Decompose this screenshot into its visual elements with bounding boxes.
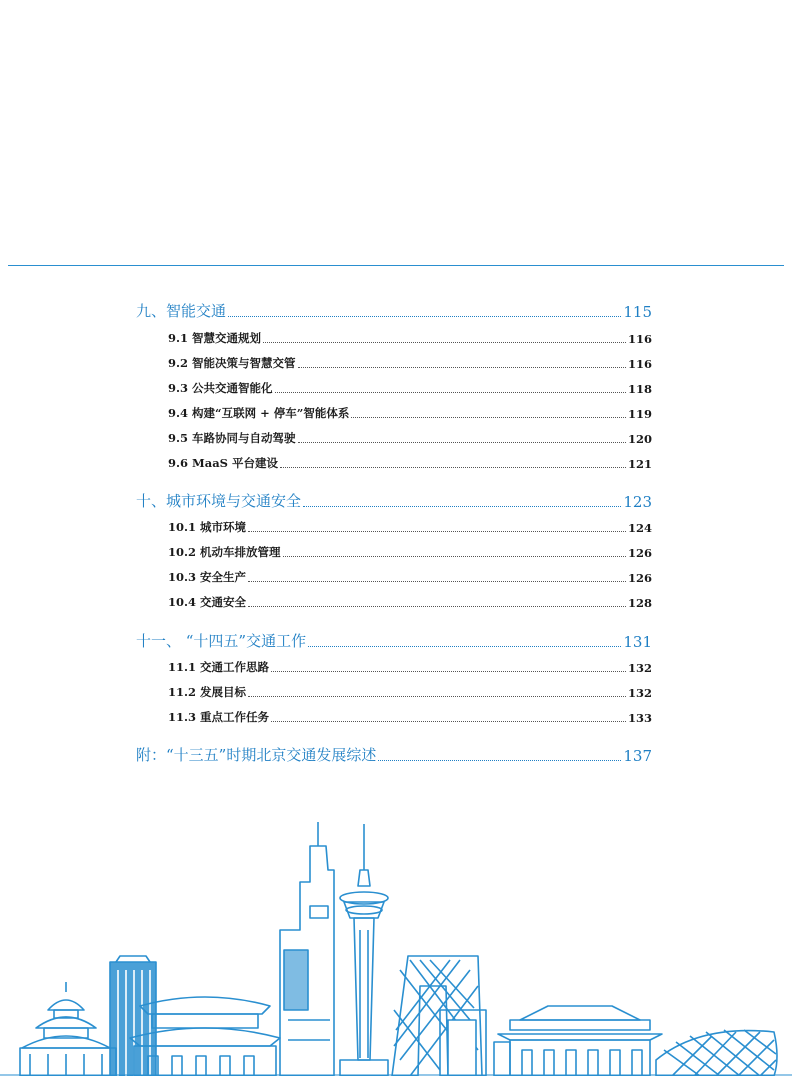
leader-dots [280, 467, 626, 468]
tower-icon [494, 1042, 510, 1076]
leader-dots [248, 581, 626, 582]
toc-label: 9.2 智能决策与智慧交管 [168, 356, 296, 370]
toc-page-number: 128 [627, 596, 652, 610]
hall-icon [498, 1006, 662, 1076]
toc-section-11-3[interactable] [168, 709, 652, 725]
toc-page-number: 115 [623, 303, 652, 321]
toc-section-9-4[interactable] [168, 405, 652, 421]
toc-page-number: 124 [627, 521, 652, 535]
leader-dots [271, 721, 626, 722]
leader-dots [303, 506, 621, 507]
office-tower-icon [110, 956, 156, 1076]
skyscraper-icon [280, 822, 334, 1076]
toc-section-11-1[interactable] [168, 659, 652, 675]
leader-dots [298, 442, 626, 443]
toc-chapter-11[interactable] [136, 630, 652, 651]
toc-section-9-6[interactable] [168, 455, 652, 471]
toc-section-9-3[interactable] [168, 380, 652, 396]
toc-page-number: 120 [627, 432, 652, 446]
toc-page-number: 137 [623, 747, 652, 765]
toc-label: 9.6 MaaS 平台建设 [168, 456, 278, 470]
leader-dots [248, 531, 626, 532]
toc-label: 11.1 交通工作思路 [168, 660, 270, 674]
leader-dots [228, 316, 621, 317]
toc-appendix[interactable] [136, 744, 652, 765]
leader-dots [248, 696, 626, 697]
toc-chapter-9[interactable] [136, 300, 652, 321]
leader-dots [351, 417, 626, 418]
toc-label: 十一、 “十四五”交通工作 [136, 632, 307, 650]
toc-label: 11.3 重点工作任务 [168, 710, 270, 724]
toc-section-9-5[interactable] [168, 430, 652, 446]
toc-label: 附：“十三五”时期北京交通发展综述 [136, 746, 377, 764]
leader-dots [308, 646, 621, 647]
toc-label: 10.2 机动车排放管理 [168, 545, 281, 559]
toc-page-number: 132 [627, 686, 652, 700]
toc-page-number: 116 [627, 332, 652, 346]
toc-section-11-2[interactable] [168, 684, 652, 700]
toc-section-10-2[interactable] [168, 544, 652, 560]
toc-page-number: 131 [623, 633, 652, 651]
toc-page-number: 123 [623, 493, 652, 511]
toc-label: 11.2 发展目标 [168, 685, 247, 699]
toc-section-10-1[interactable] [168, 519, 652, 535]
bird-nest-stadium-icon [656, 1030, 777, 1076]
toc-label: 10.3 安全生产 [168, 570, 247, 584]
toc-label: 9.5 车路协同与自动驾驶 [168, 431, 296, 445]
leader-dots [283, 556, 626, 557]
toc-page-number: 133 [627, 711, 652, 725]
toc-label: 9.4 构建“互联网 + 停车”智能体系 [168, 406, 350, 420]
leader-dots [248, 606, 626, 607]
toc-page-number: 126 [627, 571, 652, 585]
toc-page-number: 119 [627, 407, 652, 421]
temple-of-heaven-icon [20, 982, 116, 1076]
leader-dots [275, 392, 626, 393]
leader-dots [378, 760, 621, 761]
toc-page-number: 126 [627, 546, 652, 560]
toc-label: 九、智能交通 [136, 302, 227, 320]
toc-page-number: 116 [627, 357, 652, 371]
toc-label: 9.1 智慧交通规划 [168, 331, 262, 345]
toc-label: 十、城市环境与交通安全 [136, 492, 302, 510]
toc-label: 10.1 城市环境 [168, 520, 247, 534]
beijing-skyline-icon [0, 810, 792, 1076]
toc-page-number: 118 [627, 382, 652, 396]
toc-section-10-4[interactable] [168, 594, 652, 610]
tv-tower-icon [340, 824, 388, 1076]
toc-section-9-1[interactable] [168, 330, 652, 346]
toc-label: 10.4 交通安全 [168, 595, 247, 609]
toc-page-number: 132 [627, 661, 652, 675]
toc-section-10-3[interactable] [168, 569, 652, 585]
toc-label: 9.3 公共交通智能化 [168, 381, 273, 395]
leader-dots [298, 367, 626, 368]
cctv-headquarters-icon [392, 956, 486, 1076]
toc-section-9-2[interactable] [168, 355, 652, 371]
toc-chapter-10[interactable] [136, 490, 652, 511]
leader-dots [271, 671, 626, 672]
toc-page-number: 121 [627, 457, 652, 471]
leader-dots [263, 342, 626, 343]
